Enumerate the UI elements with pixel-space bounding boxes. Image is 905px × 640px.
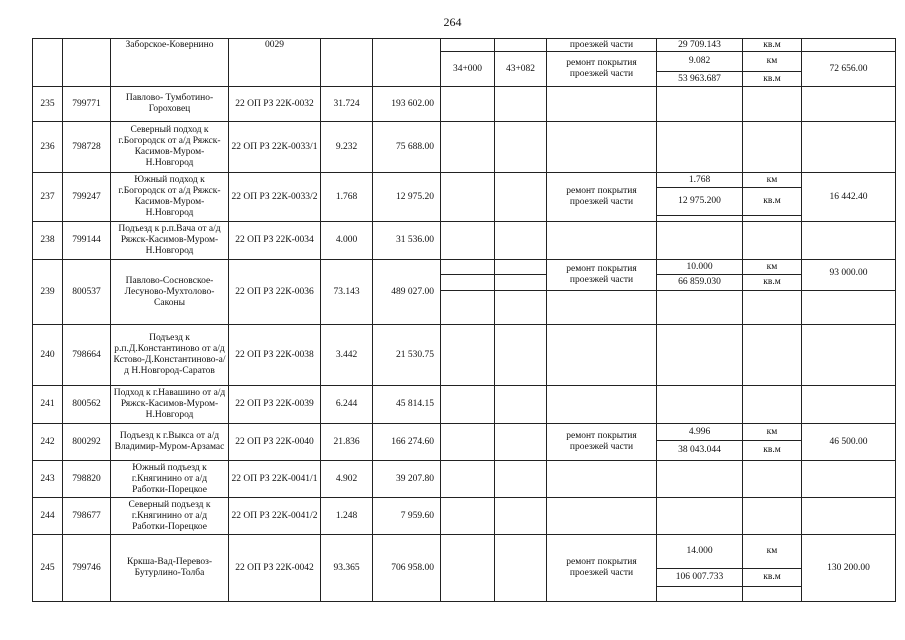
- road-id: 798728: [63, 122, 111, 173]
- work-value: 53 963.687: [657, 72, 743, 87]
- road-id: 800292: [63, 424, 111, 461]
- km-to: 43+082: [495, 52, 547, 87]
- road-value: 706 958.00: [373, 535, 441, 602]
- road-code: 22 ОП РЗ 22К-0033/1: [229, 122, 321, 173]
- road-name: Подъезд к г.Выкса от а/д Владимир-Муром-Арзамас: [111, 424, 229, 461]
- work-value: 4.996: [657, 424, 743, 441]
- road-name: Подход к г.Навашино от а/д Ряжск-Касимов-Муром-Н.Новгород: [111, 386, 229, 424]
- work-cost: 130 200.00: [802, 535, 896, 602]
- road-name: Кркша-Вад-Перевоз-Бутурлино-Толба: [111, 535, 229, 602]
- work-unit: кв.м: [743, 569, 802, 587]
- work-type: ремонт покрытия проезжей части: [547, 260, 657, 291]
- road-code: 22 ОП РЗ 22К-0042: [229, 535, 321, 602]
- road-value: 12 975.20: [373, 173, 441, 222]
- road-length: 31.724: [321, 87, 373, 122]
- road-length: 21.836: [321, 424, 373, 461]
- table-row: [33, 39, 896, 52]
- road-code: 22 ОП РЗ 22К-0036: [229, 260, 321, 325]
- road-name: Северный подход к г.Богородск от а/д Ряжск-Касимов-Муром-Н.Новгород: [111, 122, 229, 173]
- work-value: 66 859.030: [657, 275, 743, 290]
- work-unit: км: [743, 52, 802, 72]
- work-value: 10.000: [657, 260, 743, 275]
- work-value: 9.082: [657, 52, 743, 72]
- road-repair-table: [32, 38, 896, 602]
- table-row: [33, 498, 896, 535]
- work-cost: 93 000.00: [802, 260, 896, 291]
- road-value: 75 688.00: [373, 122, 441, 173]
- road-id: 799771: [63, 87, 111, 122]
- work-unit: км: [743, 535, 802, 569]
- road-id: 800537: [63, 260, 111, 325]
- work-value: 1.768: [657, 173, 743, 188]
- work-type: ремонт покрытия проезжей части: [547, 173, 657, 222]
- row-number: 240: [33, 325, 63, 386]
- road-value: 193 602.00: [373, 87, 441, 122]
- work-unit: км: [743, 424, 802, 441]
- road-value: 39 207.80: [373, 461, 441, 498]
- road-id: 799144: [63, 222, 111, 260]
- road-value: 45 814.15: [373, 386, 441, 424]
- road-name: Заборское-Ковернино: [111, 39, 229, 87]
- row-number: 239: [33, 260, 63, 325]
- road-length: 1.248: [321, 498, 373, 535]
- table-row: [33, 461, 896, 498]
- road-length: 73.143: [321, 260, 373, 325]
- road-id: 798820: [63, 461, 111, 498]
- road-name: Северный подъезд к г.Княгинино от а/д Работки-Порецкое: [111, 498, 229, 535]
- road-code: 22 ОП РЗ 22К-0034: [229, 222, 321, 260]
- row-number: 237: [33, 173, 63, 222]
- road-length: 6.244: [321, 386, 373, 424]
- road-id: 799247: [63, 173, 111, 222]
- road-value: 489 027.00: [373, 260, 441, 325]
- work-type: проезжей части: [547, 39, 657, 52]
- work-cost: 16 442.40: [802, 173, 896, 222]
- road-name: Подъезд к р.п.Вача от а/д Ряжск-Касимов-Муром-Н.Новгород: [111, 222, 229, 260]
- road-name: Южный подход к г.Богородск от а/д Ряжск-Касимов-Муром-Н.Новгород: [111, 173, 229, 222]
- table-row: [33, 424, 896, 441]
- row-number: 238: [33, 222, 63, 260]
- work-unit: км: [743, 260, 802, 275]
- road-length: 3.442: [321, 325, 373, 386]
- road-code: 22 ОП РЗ 22К-0039: [229, 386, 321, 424]
- work-unit: кв.м: [743, 275, 802, 290]
- page-number: 264: [443, 15, 462, 29]
- road-name: Павлово-Сосновское-Лесуново-Мухтолово-Саконы: [111, 260, 229, 325]
- work-value: 38 043.044: [657, 441, 743, 461]
- work-value: 29 709.143: [657, 39, 743, 52]
- road-code: 22 ОП РЗ 22К-0040: [229, 424, 321, 461]
- road-code: 22 ОП РЗ 22К-0033/2: [229, 173, 321, 222]
- road-id: 798664: [63, 325, 111, 386]
- work-cost: 46 500.00: [802, 424, 896, 461]
- work-unit: кв.м: [743, 441, 802, 461]
- row-number: 242: [33, 424, 63, 461]
- table-row: [33, 222, 896, 260]
- table-row: [33, 535, 896, 569]
- work-cost: 72 656.00: [802, 52, 896, 87]
- km-from: 34+000: [441, 52, 495, 87]
- road-code: 22 ОП РЗ 22К-0041/2: [229, 498, 321, 535]
- road-length: 1.768: [321, 173, 373, 222]
- row-number: 241: [33, 386, 63, 424]
- road-length: 93.365: [321, 535, 373, 602]
- work-value: 106 007.733: [657, 569, 743, 587]
- road-code: 22 ОП РЗ 22К-0041/1: [229, 461, 321, 498]
- road-value: 21 530.75: [373, 325, 441, 386]
- road-code: 0029: [229, 39, 321, 87]
- road-length: 9.232: [321, 122, 373, 173]
- road-value: 31 536.00: [373, 222, 441, 260]
- road-name: Павлово- Тумботино-Гороховец: [111, 87, 229, 122]
- table-row: [33, 173, 896, 188]
- road-code: 22 ОП РЗ 22К-0038: [229, 325, 321, 386]
- road-name: Южный подъезд к г.Княгинино от а/д Работки-Порецкое: [111, 461, 229, 498]
- work-value: 14.000: [657, 535, 743, 569]
- work-unit: кв.м: [743, 39, 802, 52]
- road-code: 22 ОП РЗ 22К-0032: [229, 87, 321, 122]
- row-number: 236: [33, 122, 63, 173]
- road-id: 799746: [63, 535, 111, 602]
- road-id: 800562: [63, 386, 111, 424]
- row-number: 235: [33, 87, 63, 122]
- road-value: 7 959.60: [373, 498, 441, 535]
- table-row: [33, 325, 896, 386]
- table-row: [33, 87, 896, 122]
- table-row: [33, 122, 896, 173]
- work-type: ремонт покрытия проезжей части: [547, 535, 657, 602]
- work-unit: км: [743, 173, 802, 188]
- row-number: 245: [33, 535, 63, 602]
- row-number: 244: [33, 498, 63, 535]
- table-row: [33, 386, 896, 424]
- road-id: 798677: [63, 498, 111, 535]
- road-name: Подъезд к р.п.Д.Константиново от а/д Кстово-Д.Константиново-а/д Н.Новгород-Саратов: [111, 325, 229, 386]
- work-value: 12 975.200: [657, 188, 743, 216]
- work-type: ремонт покрытия проезжей части: [547, 424, 657, 461]
- row-number: 243: [33, 461, 63, 498]
- road-length: 4.902: [321, 461, 373, 498]
- road-value: 166 274.60: [373, 424, 441, 461]
- work-type: ремонт покрытия проезжей части: [547, 52, 657, 87]
- road-length: 4.000: [321, 222, 373, 260]
- work-unit: кв.м: [743, 188, 802, 216]
- work-unit: кв.м: [743, 72, 802, 87]
- table-row: [33, 260, 896, 275]
